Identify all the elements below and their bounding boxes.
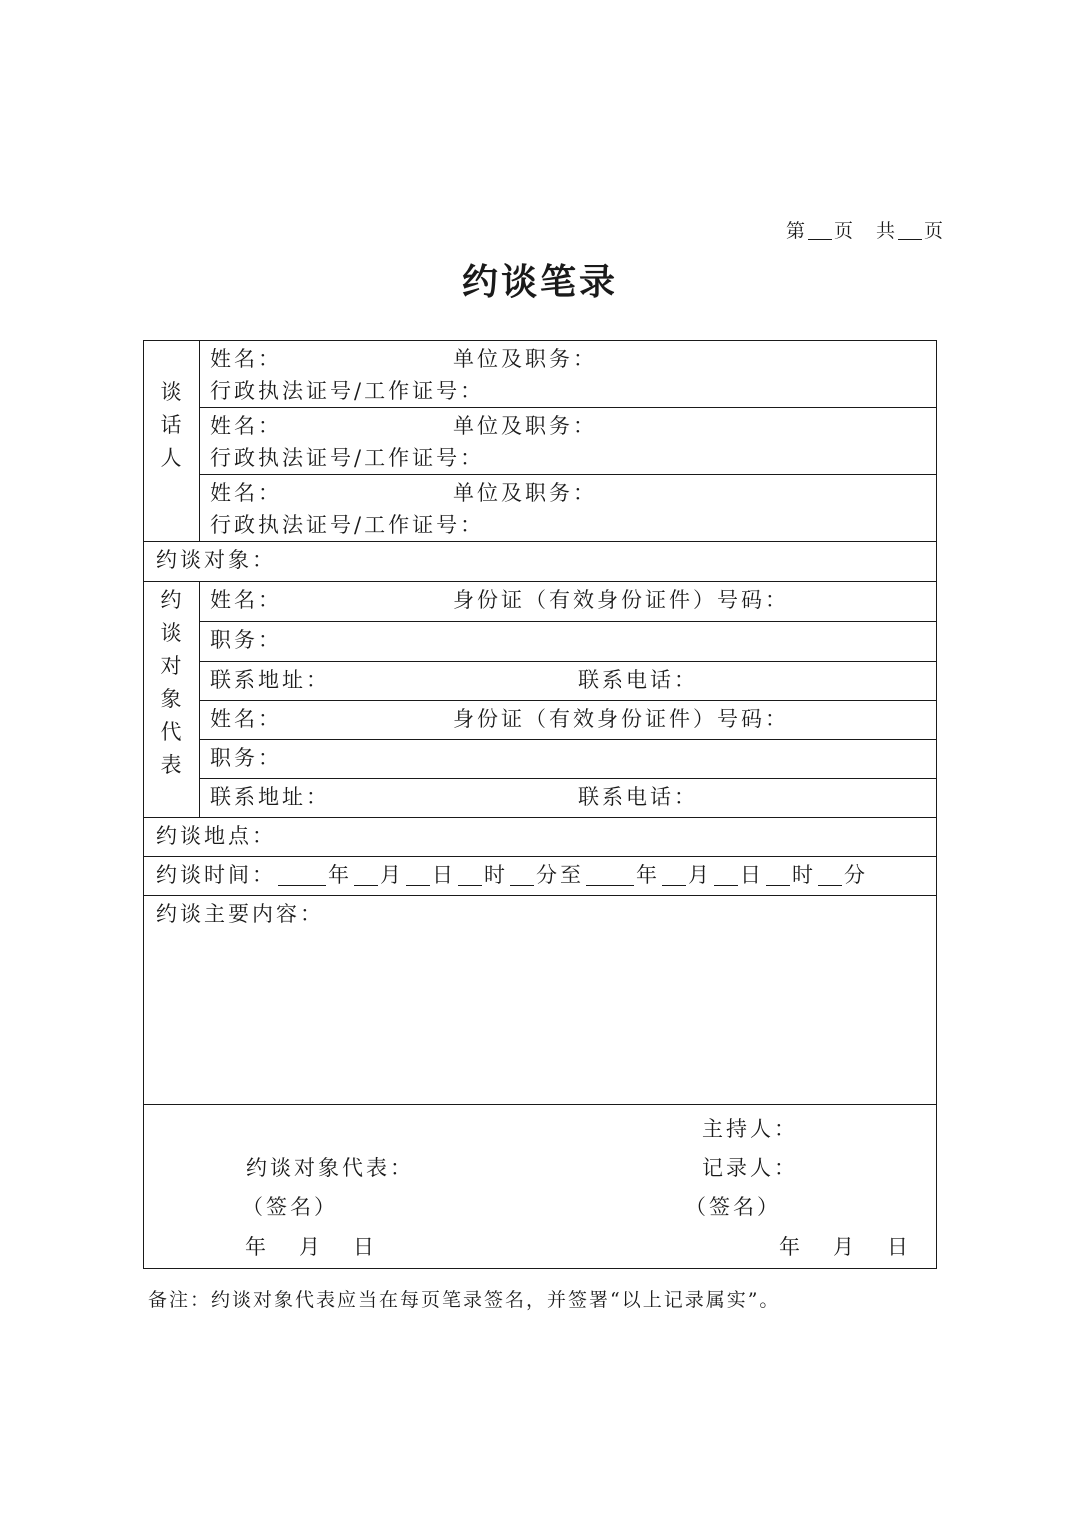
start-minute-blank[interactable]	[510, 866, 534, 886]
rep-1-address-field[interactable]: 联系地址：	[210, 668, 330, 692]
end-hour-blank[interactable]	[766, 866, 790, 886]
rep-2-position-field[interactable]: 职务：	[210, 746, 282, 770]
interviewer-column-divider	[199, 341, 200, 541]
subject-field[interactable]: 约谈对象：	[156, 548, 276, 572]
interviewer-1-unit-field[interactable]: 单位及职务：	[453, 347, 597, 371]
hour-label: 时	[792, 863, 816, 887]
start-year-blank[interactable]	[278, 866, 326, 886]
rep-2-phone-field[interactable]: 联系电话：	[578, 785, 698, 809]
year-label: 年	[245, 1235, 269, 1259]
recorder-sign-note: （签名）	[685, 1195, 781, 1219]
recorder-date-field[interactable]	[779, 1237, 911, 1258]
year-label: 年	[328, 863, 352, 887]
rep-2-address-field[interactable]: 联系地址：	[210, 785, 330, 809]
row-divider	[144, 1104, 936, 1105]
rep-signature-field[interactable]: 约谈对象代表：	[246, 1156, 414, 1180]
month-label: 月	[380, 863, 404, 887]
row-divider	[144, 541, 936, 542]
page-label: 页	[834, 220, 855, 242]
to-label: 至	[560, 863, 584, 887]
interviewer-2-name-field[interactable]: 姓名：	[210, 414, 282, 438]
hour-label: 时	[484, 863, 508, 887]
page-title: 约谈笔录	[461, 262, 618, 303]
end-day-blank[interactable]	[714, 866, 738, 886]
content-field[interactable]: 约谈主要内容：	[156, 902, 324, 926]
month-label: 月	[688, 863, 712, 887]
rep-1-name-field[interactable]: 姓名：	[210, 588, 282, 612]
representative-column-divider	[199, 581, 200, 817]
page-number-blank[interactable]	[808, 221, 832, 240]
day-label: 日	[353, 1235, 377, 1259]
interviewer-3-cert-field[interactable]: 行政执法证号/工作证号：	[210, 513, 485, 537]
page-counter	[786, 216, 944, 243]
rep-1-position-field[interactable]: 职务：	[210, 628, 282, 652]
page-prefix: 第	[786, 220, 807, 242]
row-divider	[144, 817, 936, 818]
start-hour-blank[interactable]	[458, 866, 482, 886]
interviewer-2-cert-field[interactable]: 行政执法证号/工作证号：	[210, 446, 485, 470]
rep-sign-note: （签名）	[242, 1195, 338, 1219]
minute-label: 分	[844, 863, 868, 887]
year-label: 年	[636, 863, 660, 887]
row-divider	[144, 856, 936, 857]
month-label: 月	[299, 1235, 323, 1259]
rep-date-field[interactable]	[245, 1237, 377, 1258]
time-field[interactable]	[156, 865, 868, 886]
year-label: 年	[779, 1235, 803, 1259]
row-divider	[199, 621, 936, 622]
row-divider	[199, 778, 936, 779]
interview-record-form	[143, 340, 937, 1269]
row-divider	[199, 407, 936, 408]
row-divider	[144, 581, 936, 582]
interviewer-2-unit-field[interactable]: 单位及职务：	[453, 414, 597, 438]
end-month-blank[interactable]	[662, 866, 686, 886]
minute-label: 分	[536, 863, 560, 887]
start-month-blank[interactable]	[354, 866, 378, 886]
row-divider	[199, 739, 936, 740]
rep-2-id-field[interactable]: 身份证（有效身份证件）号码：	[453, 707, 789, 731]
row-divider	[199, 661, 936, 662]
recorder-signature-field[interactable]: 记录人：	[702, 1156, 798, 1180]
row-divider	[144, 895, 936, 896]
day-label: 日	[740, 863, 764, 887]
row-divider	[199, 700, 936, 701]
location-field[interactable]: 约谈地点：	[156, 824, 276, 848]
interviewer-1-name-field[interactable]: 姓名：	[210, 347, 282, 371]
rep-2-name-field[interactable]: 姓名：	[210, 707, 282, 731]
month-label: 月	[833, 1235, 857, 1259]
rep-1-phone-field[interactable]: 联系电话：	[578, 668, 698, 692]
end-minute-blank[interactable]	[818, 866, 842, 886]
host-signature-field[interactable]: 主持人：	[702, 1117, 798, 1141]
interviewer-1-cert-field[interactable]: 行政执法证号/工作证号：	[210, 379, 485, 403]
interviewer-3-unit-field[interactable]: 单位及职务：	[453, 481, 597, 505]
footer-note: 备注：约谈对象代表应当在每页笔录签名，并签署“以上记录属实”。	[148, 1289, 781, 1311]
total-prefix: 共	[876, 220, 897, 242]
total-label: 页	[924, 220, 945, 242]
rep-1-id-field[interactable]: 身份证（有效身份证件）号码：	[453, 588, 789, 612]
end-year-blank[interactable]	[586, 866, 634, 886]
total-pages-blank[interactable]	[898, 221, 922, 240]
interviewer-3-name-field[interactable]: 姓名：	[210, 481, 282, 505]
row-divider	[199, 474, 936, 475]
interviewer-side-label: 谈 话 人	[160, 380, 182, 470]
day-label: 日	[432, 863, 456, 887]
day-label: 日	[887, 1235, 911, 1259]
time-label: 约谈时间：	[156, 863, 276, 887]
representative-side-label: 约 谈 对 象 代 表	[160, 588, 182, 777]
start-day-blank[interactable]	[406, 866, 430, 886]
